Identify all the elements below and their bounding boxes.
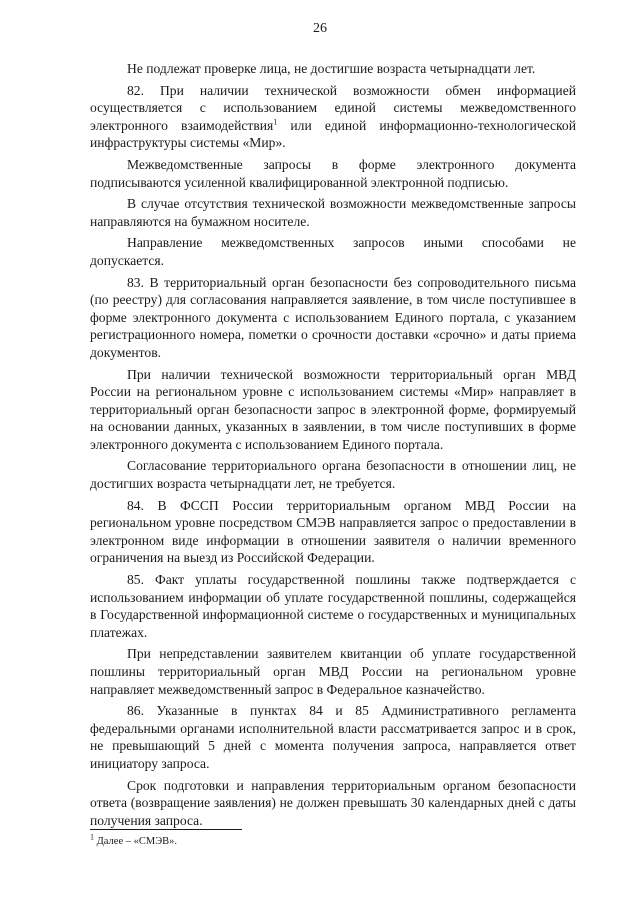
paragraph: Срок подготовки и направления территориальным органом безопасности ответа (возвращение заявления) не должен превышать 30 календарных дней с даты получения запроса. <box>90 777 576 828</box>
document-body <box>90 60 576 833</box>
paragraph: Не подлежат проверке лица, не достигшие возраста четырнадцати лет. <box>127 61 536 76</box>
paragraph-84: 84. В ФССП России территориальным органом МВД России на региональном уровне посредством СМЭВ направляется запрос о предоставлении в электронном виде информации в отношении заявителя о наличии временного ограничения на выезд из Российской Федерации. <box>90 497 576 566</box>
paragraph-text: 82. При наличии технической возможности обмен информацией осуществляется с использованием единой системы межведомственного электронного взаимодействия <box>90 82 576 133</box>
paragraph-86: 86. Указанные в пунктах 84 и 85 Административного регламента федеральными органами исполнительной власти рассматривается запрос и в срок, не превышающий 5 дней с момента получения запроса, направляется ответ инициатору запроса. <box>90 703 576 771</box>
paragraph: При непредставлении заявителем квитанции об уплате государственной пошлины территориальный орган МВД России на региональном уровне направляет межведомственный запрос в Федеральное казначейство. <box>90 646 576 697</box>
paragraph-83: 83. В территориальный орган безопасности без сопроводительного письма (по реестру) для согласования направляется заявление, в том числе поступившее в форме электронного документа с использованием Единого портала, с указанием регистрационного номера, пометки о срочности доставки «срочно» и даты приема документов. <box>90 274 576 360</box>
paragraph: В случае отсутствия технической возможности межведомственные запросы направляются на бумажном носителе. <box>90 196 576 229</box>
paragraph: Согласование территориального органа безопасности в отношении лиц, не достигших возраста четырнадцати лет, не требуется. <box>90 458 576 492</box>
paragraph: При наличии технической возможности территориальный орган МВД России на региональном уровне с использованием системы «Мир» направляет в территориальный орган безопасности запрос в электронной форме, формируемый на основании данных, указанных в заявлении, в том числе поступивших в форме электронного документа с использованием Единого портала. <box>90 366 576 452</box>
footnote-divider <box>90 829 242 830</box>
footnote-marker: 1 <box>90 832 94 842</box>
paragraph-text-tail: или единой информационно-технологической инфраструктуры системы «Мир». <box>90 117 576 151</box>
paragraph-85: 85. Факт уплаты государственной пошлины также подтверждается с использованием информации об уплате государственной пошлины, содержащейся в Государственной информационной системе о государственных и муниципальных платежах. <box>90 572 576 640</box>
footnote <box>90 832 178 848</box>
paragraph: Направление межведомственных запросов иными способами не допускается. <box>90 235 576 268</box>
paragraph: Межведомственные запросы в форме электронного документа подписываются усиленной квалифицированной электронной подписью. <box>90 156 576 190</box>
page-number: 26 <box>313 21 327 36</box>
footnote-text: Далее – «СМЭВ». <box>94 836 178 847</box>
paragraph-82 <box>90 82 576 152</box>
footnote-reference: 1 <box>273 117 278 127</box>
